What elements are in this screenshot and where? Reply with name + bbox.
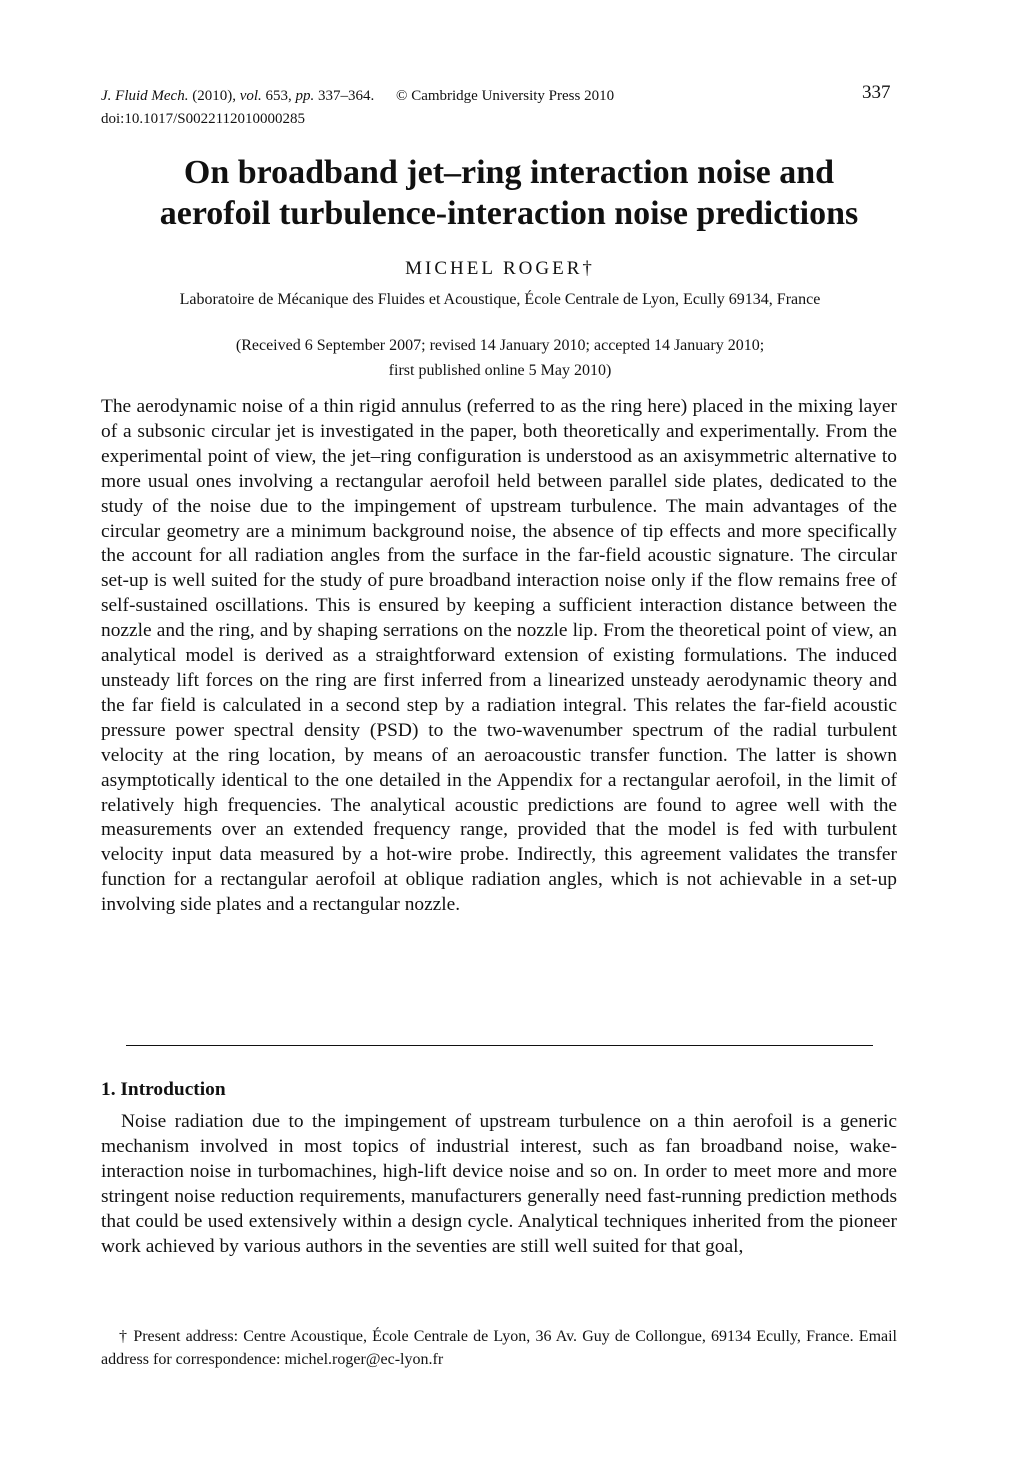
- abstract-divider: [126, 1045, 873, 1046]
- journal-name: J. Fluid Mech.: [101, 88, 189, 104]
- author-name: MICHEL ROGER†: [405, 258, 595, 279]
- abstract: The aerodynamic noise of a thin rigid annulus (referred to as the ring here) placed in the mixing layer of a subsonic circular jet is investigated in the paper, both theoretically and experimentally. From the experimental point of view, the jet–ring configuration is understood as an axisymmetric alternative to more usual ones involving a rectangular aerofoil held between parallel side plates, dedicated to the study of the noise due to the impingement of upstream turbulence. The main advantages of the circular geometry are a minimum background noise, the absence of tip effects and more specifically the account for all radiation angles from the surface in the far-field acoustic signature. The circular set-up is well suited for the study of pure broadband interaction noise only if the flow remains free of self-sustained oscillations. This is ensured by keeping a sufficient interaction distance between the nozzle and the ring, and by shaping serrations on the nozzle lip. From the theoretical point of view, an analytical model is derived as a straightforward extension of existing formulations. The induced unsteady lift forces on the ring are first inferred from a linearized unsteady aerodynamic theory and the far field is calculated in a second step by a radiation integral. This relates the far-field acoustic pressure power spectral density (PSD) to the two-wavenumber spectrum of the radial turbulent velocity at the ring location, by means of an aeroacoustic transfer function. The latter is shown asymptotically identical to the one detailed in the Appendix for a rectangular aerofoil, in the limit of relatively high frequencies. The analytical acoustic predictions are found to agree well with the measurements over an extended frequency range, provided that the model is fed with turbulent velocity input data measured by a hot-wire probe. Indirectly, this agreement validates the transfer function for a rectangular aerofoil at oblique radiation angles, which is not achievable in a set-up involving side plates and a rectangular nozzle.: [101, 396, 897, 916]
- introduction-paragraph: Noise radiation due to the impingement of upstream turbulence on a thin aerofoil is a generic mechanism involved in most topics of industrial interest, such as fan broadband noise, wake-interaction noise in turbomachines, high-lift device noise and so on. In order to meet more and more stringent noise reduction requirements, manufacturers generally need fast-running prediction methods that could be used extensively within a design cycle. Analytical techniques inherited from the pioneer work achieved by various authors in the seventies are still well suited for that goal,: [101, 1111, 897, 1257]
- received-line-1: (Received 6 September 2007; revised 14 January 2010; accepted 14 January 2010;: [235, 337, 765, 354]
- journal-year: (2010),: [192, 88, 236, 104]
- citation-line: [101, 85, 614, 108]
- page-range: 337–364.: [318, 88, 375, 104]
- title-line-1: On broadband jet–ring interaction noise and: [183, 154, 835, 191]
- footnote: † Present address: Centre Acoustique, École Centrale de Lyon, 36 Av. Guy de Collongue, 69134 Ecully, France. Email address for correspondence: michel.roger@ec-lyon.fr: [101, 1328, 897, 1368]
- volume-label: vol.: [239, 88, 262, 104]
- received-dates: [0, 333, 1000, 383]
- author-affiliation: Laboratoire de Mécanique des Fluides et Acoustique, École Centrale de Lyon, Ecully 69134, France: [179, 291, 821, 308]
- page-number: 337: [862, 82, 891, 103]
- received-line-2: first published online 5 May 2010): [388, 362, 612, 379]
- copyright: © Cambridge University Press 2010: [396, 88, 615, 104]
- paper-title: [60, 152, 958, 234]
- doi: doi:10.1017/S0022112010000285: [101, 111, 306, 127]
- pages-label: pp.: [295, 88, 315, 104]
- title-line-2: aerofoil turbulence-interaction noise predictions: [159, 195, 859, 232]
- running-header: [101, 85, 614, 131]
- volume-number: 653,: [265, 88, 292, 104]
- section-heading: 1. Introduction: [101, 1079, 226, 1100]
